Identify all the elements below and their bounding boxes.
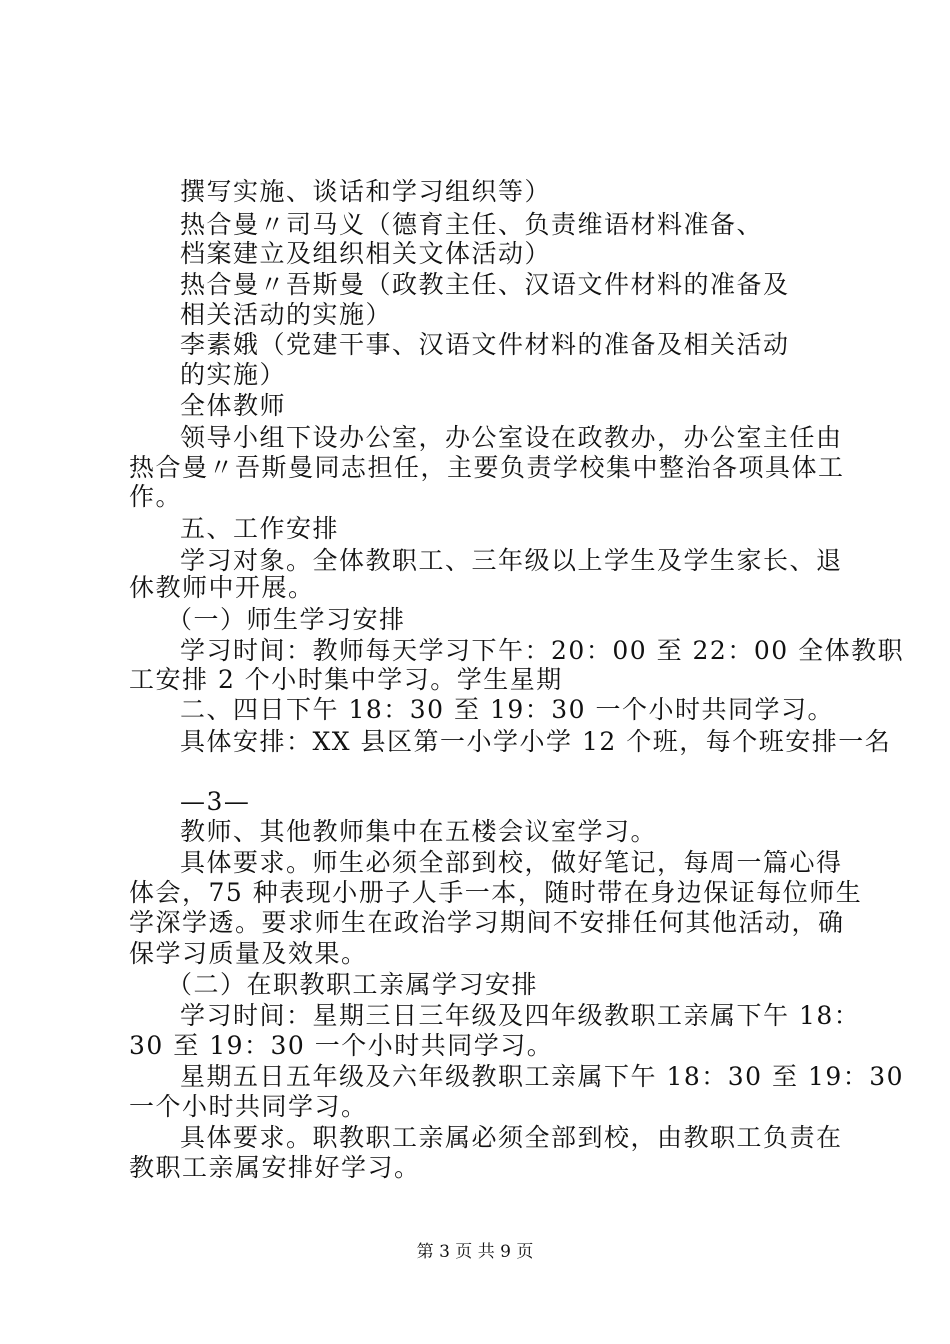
- paragraph-line: 领导小组下设办公室，办公室设在政教办，办公室主任由: [180, 423, 843, 452]
- paragraph-line: 具体安排：XX 县区第一小学小学 12 个班，每个班安排一名: [180, 727, 892, 756]
- text-line: 档案建立及组织相关文体活动）: [180, 239, 552, 268]
- paragraph-line: 学深学透。要求师生在政治学习期间不安排任何其他活动，确: [129, 908, 845, 937]
- text-line: 热合曼〃吾斯曼（政教主任、汉语文件材料的准备及: [180, 270, 790, 299]
- paragraph-line: 30 至 19：30 一个小时共同学习。: [129, 1031, 554, 1060]
- paragraph-line: 教职工亲属安排好学习。: [129, 1153, 421, 1182]
- text-line: 李素娥（党建干事、汉语文件材料的准备及相关活动: [180, 330, 790, 359]
- text-line: 热合曼〃司马义（德育主任、负责维语材料准备、: [180, 210, 764, 239]
- subsection-heading: （一）师生学习安排: [167, 605, 406, 634]
- paragraph-line: 一个小时共同学习。: [129, 1092, 368, 1121]
- page-footer: 第 3 页 共 9 页: [416, 1242, 534, 1262]
- text-line: 的实施）: [180, 360, 287, 389]
- page-number-marker: —3—: [180, 787, 251, 816]
- paragraph-line: 学习对象。全体教职工、三年级以上学生及学生家长、退: [180, 546, 843, 575]
- paragraph-line: 教师、其他教师集中在五楼会议室学习。: [180, 817, 658, 846]
- paragraph-line: 具体要求。师生必须全部到校，做好笔记，每周一篇心得: [180, 848, 843, 877]
- paragraph-line: 具体要求。职教职工亲属必须全部到校，由教职工负责在: [180, 1123, 843, 1152]
- paragraph-line: 保学习质量及效果。: [129, 939, 368, 968]
- paragraph-line: 二、四日下午 18：30 至 19：30 一个小时共同学习。: [180, 695, 835, 724]
- paragraph-line: 工安排 2 个小时集中学习。学生星期: [129, 665, 563, 694]
- text-line: 全体教师: [180, 391, 287, 420]
- paragraph-line: 学习时间：教师每天学习下午：20：00 至 22：00 全体教职: [180, 636, 905, 665]
- paragraph-line: 作。: [129, 482, 183, 511]
- paragraph-line: 休教师中开展。: [129, 573, 315, 602]
- paragraph-line: 体会，75 种表现小册子人手一本，随时带在身边保证每位师生: [129, 878, 863, 907]
- section-heading: 五、工作安排: [180, 514, 340, 543]
- paragraph-line: 学习时间：星期三日三年级及四年级教职工亲属下午 18：: [180, 1001, 861, 1030]
- paragraph-line: 星期五日五年级及六年级教职工亲属下午 18：30 至 19：30: [180, 1062, 905, 1091]
- subsection-heading: （二）在职教职工亲属学习安排: [167, 970, 539, 999]
- text-line: 相关活动的实施）: [180, 300, 393, 329]
- text-line: 撰写实施、谈话和学习组织等）: [180, 177, 552, 206]
- paragraph-line: 热合曼〃吾斯曼同志担任，主要负责学校集中整治各项具体工: [129, 453, 845, 482]
